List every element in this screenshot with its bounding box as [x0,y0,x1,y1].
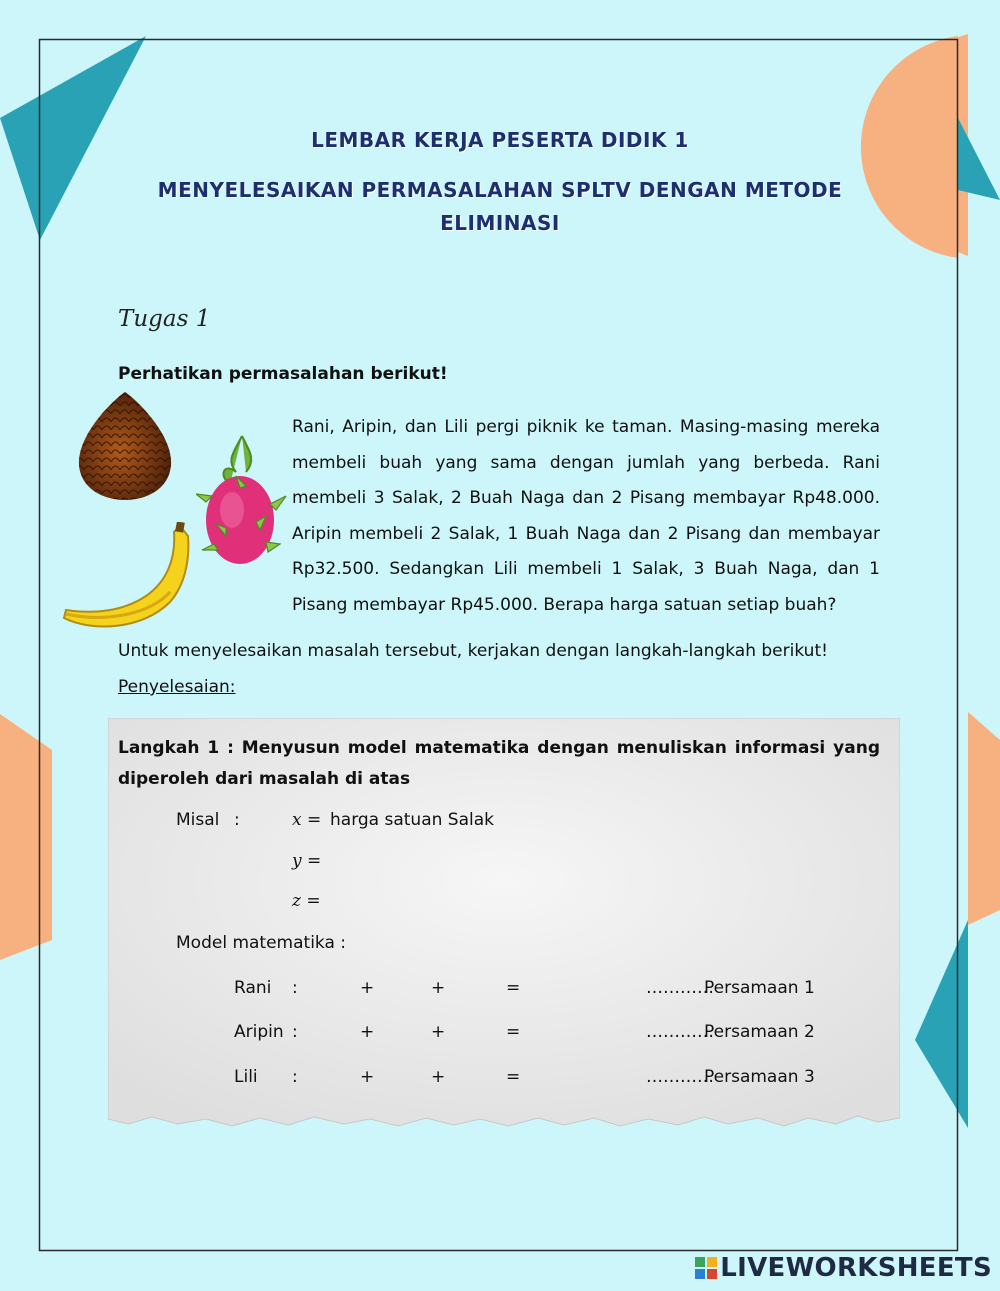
misal-label: Misal [176,810,220,830]
plus-sign: + [431,1022,446,1042]
equation-colon: : [292,978,298,998]
equation-colon: : [292,1022,298,1042]
liveworksheets-brand: LIVEWORKSHEETS [720,1253,992,1283]
equation-name: Rani [234,978,272,998]
task-instruction: Perhatikan permasalahan berikut! [118,364,448,384]
var-x-desc: harga satuan Salak [330,810,494,830]
plus-sign: + [431,1067,446,1087]
equals-sign: = [506,1022,521,1042]
banana-image [62,522,192,636]
steps-intro: Untuk menyelesaikan masalah tersebut, kerjakan dengan langkah-langkah berikut! [118,641,828,661]
equation-label: Persamaan 1 [704,978,815,998]
step1-title: Langkah 1 : Menyusun model matematika dengan menuliskan informasi yang diperoleh dari masalah di atas [118,738,880,789]
equals-sign: = [506,978,521,998]
equation-colon: : [292,1067,298,1087]
liveworksheets-icon [695,1257,717,1279]
teal-triangle-bottom-right [915,920,968,1128]
var-y-label: y = [292,851,322,871]
worksheet-subtitle: MENYELESAIKAN PERMASALAHAN SPLTV DENGAN METODE ELIMINASI [157,178,843,235]
plus-sign: + [360,1022,375,1042]
answer-dots: ………… [646,978,714,998]
problem-story: Rani, Aripin, dan Lili pergi piknik ke taman. Masing-masing mereka membeli buah yang sama dengan jumlah yang berbeda. Rani membeli 3 Salak, 2 Buah Naga dan 2 Pisang membayar Rp48.000. Aripin membeli 2 Salak, 1 Buah Naga dan 2 Pisang dan membayar Rp32.500. Sedangkan Lili membeli 1 Salak, 3 Buah Naga, dan 1 Pisang membayar Rp45.000. Berapa harga satuan setiap buah? [292,417,880,615]
peach-shape-right [968,712,1000,925]
plus-sign: + [360,978,375,998]
worksheet-title: LEMBAR KERJA PESERTA DIDIK 1 [311,128,689,152]
equation-name: Aripin [234,1022,284,1042]
answer-dots: ………… [646,1067,714,1087]
misal-colon: : [234,810,240,830]
equation-name: Lili [234,1067,258,1087]
peach-shape-left [0,714,52,960]
plus-sign: + [360,1067,375,1087]
salak-fruit-image [75,390,175,502]
equals-sign: = [506,1067,521,1087]
equation-label: Persamaan 3 [704,1067,815,1087]
var-x-label: x = [292,810,322,830]
plus-sign: + [431,978,446,998]
model-label: Model matematika : [176,933,347,953]
solution-label: Penyelesaian: [118,677,236,697]
task-heading: Tugas 1 [118,306,211,332]
answer-dots: ………… [646,1022,714,1042]
var-z-label: z = [292,891,321,911]
liveworksheets-logo [695,1253,992,1283]
dragon-fruit-image [196,432,288,568]
equation-label: Persamaan 2 [704,1022,815,1042]
